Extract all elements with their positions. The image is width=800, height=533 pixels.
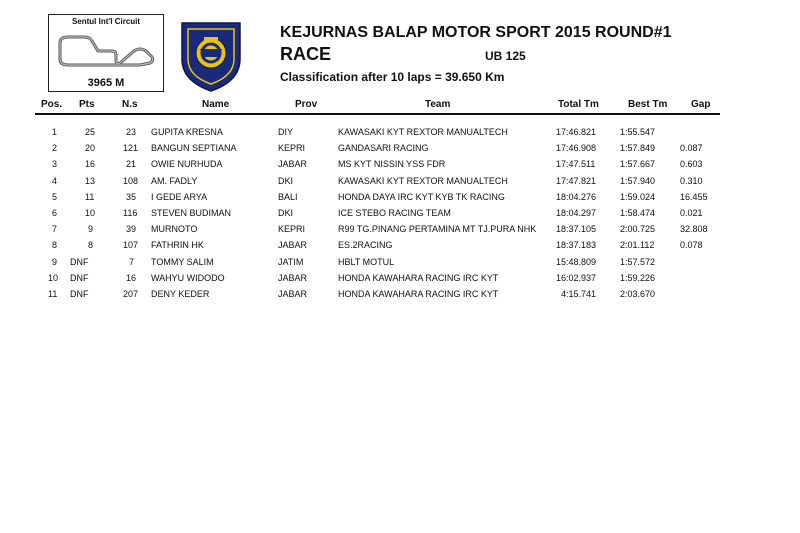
cell-pts: DNF <box>70 288 89 299</box>
cell-name: BANGUN SEPTIANA <box>151 143 237 154</box>
col-pts: Pts <box>79 99 95 110</box>
cell-prov: JABAR <box>278 288 308 299</box>
cell-total: 18:04.297 <box>556 207 597 218</box>
cell-pts: 10 <box>85 207 96 218</box>
cell-best: 1:59.024 <box>620 191 656 202</box>
cell-best: 1:58.474 <box>620 207 656 218</box>
cell-ns: 16 <box>126 272 137 283</box>
circuit-length: 3965 M <box>87 77 125 89</box>
col-prov: Prov <box>295 99 318 110</box>
cell-prov: JABAR <box>278 272 308 283</box>
cell-pts: DNF <box>70 272 89 283</box>
table-row <box>0 158 800 174</box>
cell-prov: DKI <box>278 207 294 218</box>
cell-gap: 0.310 <box>680 175 703 186</box>
cell-team: HONDA KAWAHARA RACING IRC KYT <box>338 288 499 299</box>
cell-team: KAWASAKI KYT REXTOR MANUALTECH <box>338 175 508 186</box>
cell-prov: JATIM <box>278 256 304 267</box>
cell-pos: 2 <box>52 143 58 154</box>
cell-pts: 25 <box>85 127 96 137</box>
cell-name: MURNOTO <box>151 224 198 235</box>
cell-team: HONDA DAYA IRC KYT KYB TK RACING <box>338 191 505 202</box>
cell-total: 17:47.821 <box>556 175 597 186</box>
col-name: Name <box>202 99 230 110</box>
cell-ns: 23 <box>126 127 137 137</box>
cell-pos: 10 <box>48 272 59 283</box>
cell-ns: 21 <box>126 159 137 170</box>
table-row <box>0 175 800 191</box>
cell-pts: DNF <box>70 256 89 267</box>
cell-ns: 7 <box>129 256 135 267</box>
col-best: Best Tm <box>628 99 668 110</box>
cell-ns: 108 <box>123 175 139 186</box>
col-gap: Gap <box>691 99 711 110</box>
cell-pts: 9 <box>88 224 94 235</box>
cell-ns: 35 <box>126 191 137 202</box>
cell-name: OWIE NURHUDA <box>151 159 223 170</box>
cell-best: 1:57.572 <box>620 256 656 267</box>
cell-best: 2:01.112 <box>620 240 655 251</box>
circuit-map-box <box>48 14 164 92</box>
cell-name: WAHYU WIDODO <box>151 272 225 283</box>
table-row <box>0 207 800 223</box>
cell-pts: 8 <box>88 240 94 251</box>
cell-pts: 13 <box>85 175 96 186</box>
cell-prov: JABAR <box>278 240 308 251</box>
table-row <box>0 239 800 255</box>
cell-pos: 5 <box>52 191 58 202</box>
cell-total: 17:46.908 <box>556 143 597 154</box>
cell-pts: 11 <box>85 191 95 202</box>
col-total: Total Tm <box>558 99 599 110</box>
cell-pts: 20 <box>85 143 96 154</box>
cell-pos: 4 <box>52 175 58 186</box>
cell-prov: KEPRI <box>278 224 306 235</box>
cell-pos: 7 <box>52 224 58 235</box>
cell-name: I GEDE ARYA <box>151 191 208 202</box>
event-title: KEJURNAS BALAP MOTOR SPORT 2015 ROUND#1 <box>280 24 672 41</box>
cell-pos: 1 <box>52 127 58 137</box>
cell-best: 1:55.547 <box>620 127 656 137</box>
cell-total: 18:04.276 <box>556 191 597 202</box>
cell-gap: 0.603 <box>680 159 703 170</box>
cell-prov: DKI <box>278 175 294 186</box>
cell-prov: BALI <box>278 191 298 202</box>
track-layout-icon <box>54 29 158 73</box>
col-ns: N.s <box>122 99 138 110</box>
session-title: RACE <box>280 44 332 64</box>
cell-total: 4:15.741 <box>561 288 597 299</box>
cell-team: ICE STEBO RACING TEAM <box>338 207 451 218</box>
cell-ns: 39 <box>126 224 137 235</box>
cell-gap: 0.021 <box>680 207 703 218</box>
cell-name: FATHRIN HK <box>151 240 204 251</box>
table-row <box>0 272 800 288</box>
cell-pos: 8 <box>52 240 58 251</box>
cell-ns: 116 <box>123 207 138 218</box>
cell-team: MS KYT NISSIN YSS FDR <box>338 159 446 170</box>
table-row <box>0 191 800 207</box>
cell-team: R99 TG.PINANG PERTAMINA MT TJ.PURA NHK <box>338 224 537 235</box>
cell-name: DENY KEDER <box>151 288 210 299</box>
cell-best: 2:03.670 <box>620 288 656 299</box>
cell-pos: 3 <box>52 159 58 170</box>
cell-best: 1:57.940 <box>620 175 656 186</box>
race-category: UB 125 <box>485 49 526 63</box>
cell-total: 15:48.809 <box>556 256 597 267</box>
cell-gap: 16.455 <box>680 191 708 202</box>
cell-name: STEVEN BUDIMAN <box>151 207 232 218</box>
table-row <box>0 126 800 142</box>
cell-team: ES.2RACING <box>338 240 393 251</box>
cell-total: 17:46.821 <box>556 127 597 137</box>
cell-team: HONDA KAWAHARA RACING IRC KYT <box>338 272 499 283</box>
cell-ns: 107 <box>123 240 139 251</box>
cell-prov: KEPRI <box>278 143 306 154</box>
cell-team: HBLT MOTUL <box>338 256 395 267</box>
cell-best: 2:00.725 <box>620 224 656 235</box>
cell-best: 1:57.849 <box>620 143 656 154</box>
cell-gap: 0.087 <box>680 143 703 154</box>
results-table-header <box>35 98 720 115</box>
table-row <box>0 223 800 239</box>
cell-name: GUPITA KRESNA <box>151 127 223 137</box>
cell-total: 18:37.105 <box>556 224 597 235</box>
table-row <box>0 288 800 304</box>
cell-total: 17:47.511 <box>556 159 596 170</box>
cell-team: GANDASARI RACING <box>338 143 429 154</box>
cell-prov: DIY <box>278 127 294 137</box>
imi-emblem-icon <box>178 19 244 93</box>
cell-total: 16:02.937 <box>556 272 597 283</box>
cell-name: AM. FADLY <box>151 175 198 186</box>
classification-note: Classification after 10 laps = 39.650 Km <box>280 70 505 84</box>
table-row <box>0 256 800 272</box>
cell-pos: 6 <box>52 207 58 218</box>
cell-team: KAWASAKI KYT REXTOR MANUALTECH <box>338 127 508 137</box>
cell-gap: 0.078 <box>680 240 703 251</box>
cell-ns: 121 <box>123 143 139 154</box>
cell-pts: 16 <box>85 159 96 170</box>
cell-best: 1:59.226 <box>620 272 656 283</box>
circuit-name: Sentul Int'l Circuit <box>71 17 141 26</box>
cell-prov: JABAR <box>278 159 308 170</box>
cell-gap: 32.808 <box>680 224 708 235</box>
col-team: Team <box>425 99 451 110</box>
cell-pos: 9 <box>52 256 58 267</box>
cell-best: 1:57.667 <box>620 159 656 170</box>
table-row <box>0 142 800 158</box>
cell-total: 18:37.183 <box>556 240 597 251</box>
results-table-body <box>0 126 800 304</box>
cell-name: TOMMY SALIM <box>151 256 214 267</box>
col-pos: Pos. <box>41 99 63 110</box>
cell-ns: 207 <box>123 288 139 299</box>
cell-pos: 11 <box>48 288 58 299</box>
